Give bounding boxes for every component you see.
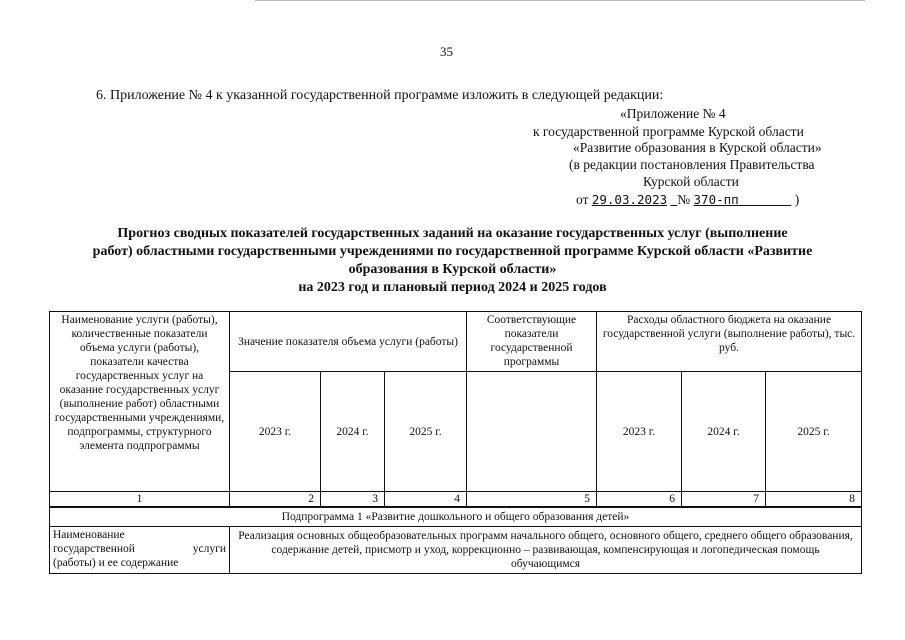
indicators-header: Соответствующие показатели государственной программы xyxy=(467,312,597,372)
expense-year-2024: 2024 г. xyxy=(682,372,766,492)
volume-header: Значение показателя объема услуги (работы) xyxy=(230,312,467,372)
expenses-header: Расходы областного бюджета на оказание государственной услуги (выполнение работы), тыс. руб. xyxy=(597,312,862,372)
volume-year-2023: 2023 г. xyxy=(230,372,321,492)
date-value: 29.03.2023 xyxy=(591,192,668,207)
col1-header: Наименование услуги (работы), количественные показатели объема услуги (работы), показатели качества государственных услуг на оказание государственных услуг (выполнение работ) областными государственными учреждениями, подпрограммы, структурного элемента подпрограммы xyxy=(50,312,230,492)
title-line-4: на 2023 год и плановый период 2024 и 2025 годов xyxy=(298,280,607,295)
expense-year-2025: 2025 г. xyxy=(766,372,862,492)
expense-year-2023: 2023 г. xyxy=(597,372,682,492)
date-prefix: от xyxy=(576,192,589,207)
number-prefix: № xyxy=(677,192,691,207)
number-value: 370-пп xyxy=(693,192,739,207)
col-number-4: 4 xyxy=(385,492,467,508)
service-label-word-a: государственной xyxy=(53,543,135,555)
subprogram-row: Подпрограмма 1 «Развитие дошкольного и общего образования детей» xyxy=(50,507,862,527)
col-number-7: 7 xyxy=(682,492,766,508)
appendix-date-line xyxy=(576,192,799,208)
volume-year-2025: 2025 г. xyxy=(385,372,467,492)
volume-year-2024: 2024 г. xyxy=(321,372,385,492)
title-line-2: работ) областными государственными учреждениями по государственной программе Курской области «Развитие xyxy=(92,244,813,259)
service-content-cell: Реализация основных общеобразовательных программ начального общего, основного общего, среднего общего образования, содержание детей, присмотр и уход, коррекционно – развивающая, компенсирующая и логопедическая помощь обучающимся xyxy=(230,527,862,574)
appendix-line-5: Курской области xyxy=(643,174,739,189)
col-number-8: 8 xyxy=(766,492,862,508)
title-line-1: Прогноз сводных показателей государственных заданий на оказание государственных услуг (выполнение xyxy=(117,226,788,241)
col-number-5: 5 xyxy=(467,492,597,508)
title-line-3: образования в Курской области» xyxy=(348,262,557,277)
forecast-table xyxy=(49,311,862,574)
intro-paragraph: 6. Приложение № 4 к указанной государственной программе изложить в следующей редакции: xyxy=(96,88,664,103)
service-label-line-3: (работы) и ее содержание xyxy=(53,557,179,569)
col-number-3: 3 xyxy=(321,492,385,508)
closing-paren: ) xyxy=(794,192,800,207)
col-number-2: 2 xyxy=(230,492,321,508)
col-number-1: 1 xyxy=(50,492,230,508)
appendix-line-2: к государственной программе Курской области xyxy=(533,124,804,139)
service-label-line-2 xyxy=(53,542,226,556)
page-number: 35 xyxy=(440,44,453,59)
appendix-line-3: «Развитие образования в Курской области» xyxy=(573,140,822,155)
appendix-line-1: «Приложение № 4 xyxy=(620,106,726,121)
document-title xyxy=(50,225,855,297)
appendix-line-4: (в редакции постановления Правительства xyxy=(569,157,815,172)
service-label-line-1: Наименование xyxy=(53,529,125,541)
service-label-cell xyxy=(50,527,230,574)
col-number-6: 6 xyxy=(597,492,682,508)
scan-top-edge xyxy=(255,0,865,3)
service-label-word-b: услуги xyxy=(192,543,226,555)
indicators-empty-cell xyxy=(467,372,597,492)
